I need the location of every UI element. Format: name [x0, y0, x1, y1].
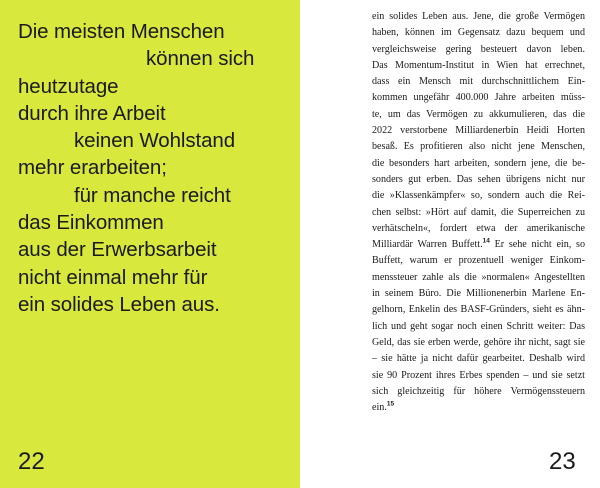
text-line-main: Geld, das sie erben werde, gehöre ihr nicht, sagt sie	[372, 336, 585, 348]
text-line	[372, 384, 585, 400]
text-line	[372, 270, 585, 286]
text-line	[372, 319, 585, 335]
quote-line: können sich	[146, 47, 255, 71]
quote-line: mehr erarbeiten;	[18, 156, 167, 180]
body-text	[372, 9, 585, 416]
quote-line: für manche reicht	[74, 183, 231, 207]
quote-line: ein solides Leben aus.	[18, 292, 220, 316]
text-line	[372, 237, 585, 253]
text-line	[372, 205, 585, 221]
text-line	[372, 156, 585, 172]
quote-line: heutzutage	[18, 74, 119, 98]
text-line-main: Buffett, warum er prozentuell weniger Einkom-	[372, 255, 585, 267]
pull-quote	[18, 18, 298, 318]
text-line-main: die »Klassenkämpfer« so, sondern auch die Rei-	[372, 190, 585, 202]
text-line	[372, 253, 585, 269]
text-line-main: in seinem Büro. Die Millionenerbin Marlene En-	[372, 288, 585, 300]
quote-line: das Einkommen	[18, 211, 164, 235]
quote-line: aus der Erwerbsarbeit	[18, 238, 217, 262]
text-line-main: ein.	[372, 402, 387, 414]
text-line-main: sich gleichzeitig für höhere Vermögenssteuern	[372, 385, 585, 397]
page-number-right: 23	[549, 448, 576, 475]
footnote-marker[interactable]: 14	[482, 237, 490, 245]
text-line	[372, 221, 585, 237]
text-line	[372, 368, 585, 384]
quote-line: nicht einmal mehr für	[18, 265, 208, 289]
text-line-main: lich und geht sogar noch einen Schritt weiter: Das	[372, 320, 585, 332]
text-line-main: Das Momentum-Institut in Wien hat errechnet,	[372, 59, 585, 71]
text-line-main: chen selbst: »Hört auf damit, die Superreichen zu	[372, 206, 585, 218]
text-line-main: menssteuer zahle als die »normalen« Angestellten	[372, 271, 585, 283]
text-line-main: gelhorn, Enkelin des BASF-Gründers, sieht es ähn-	[372, 304, 585, 316]
text-line-main: te, um das Vermögen zu akkumulieren, das die	[372, 108, 585, 120]
text-line-main: die besonders hart arbeiten, sondern jene, die be-	[372, 157, 585, 169]
quote-line: keinen Wohlstand	[74, 129, 235, 153]
text-line	[372, 351, 585, 367]
text-line-main: kommen ungefähr 400.000 Jahre arbeiten müss-	[372, 92, 585, 104]
right-page	[300, 0, 600, 488]
footnote-marker[interactable]: 15	[386, 400, 395, 408]
text-line	[372, 123, 585, 139]
text-line-main: sonders gut erben. Das sehen übrigens nicht nur	[372, 173, 585, 185]
text-line	[372, 302, 585, 318]
text-line	[372, 107, 585, 123]
text-line-main: vergleichsweise gering besteuert davon leben.	[372, 43, 585, 55]
text-line-main: sie 90 Prozent ihres Erbes spenden – und sie setzt	[372, 369, 585, 381]
text-line	[372, 25, 585, 41]
text-line	[372, 400, 585, 416]
text-line	[372, 90, 585, 106]
text-line-main: – sie hätte ja nicht dafür gearbeitet. Deshalb wird	[372, 353, 585, 365]
text-line-main: besaß. Es profitieren also nicht jene Menschen,	[372, 141, 585, 153]
quote-line: durch ihre Arbeit	[18, 101, 166, 125]
text-line	[372, 42, 585, 58]
text-line	[372, 286, 585, 302]
text-line	[372, 172, 585, 188]
text-line-main: 2022 verstorbene Milliardenerbin Heidi Horten	[372, 125, 585, 137]
text-line	[372, 9, 585, 25]
page-number-left: 22	[18, 448, 45, 475]
text-line-main: Milliardär Warren Buffett.	[372, 239, 483, 251]
text-line-main: verhätscheln«, fordert etwa der amerikanische	[372, 222, 585, 234]
text-line-continuation: Er sehe nicht ein, so	[489, 239, 586, 251]
text-line-main: ein solides Leben aus. Jene, die große Vermögen	[372, 11, 585, 22]
quote-line: Die meisten Menschen	[18, 20, 225, 43]
text-line	[372, 58, 585, 74]
text-line	[372, 188, 585, 204]
text-line	[372, 335, 585, 351]
text-line	[372, 139, 585, 155]
text-line	[372, 74, 585, 90]
text-line-main: haben, können im Gegensatz dazu bequem und	[372, 27, 585, 39]
text-line-main: dass ein Mensch mit durchschnittlichem Ein-	[372, 76, 585, 88]
